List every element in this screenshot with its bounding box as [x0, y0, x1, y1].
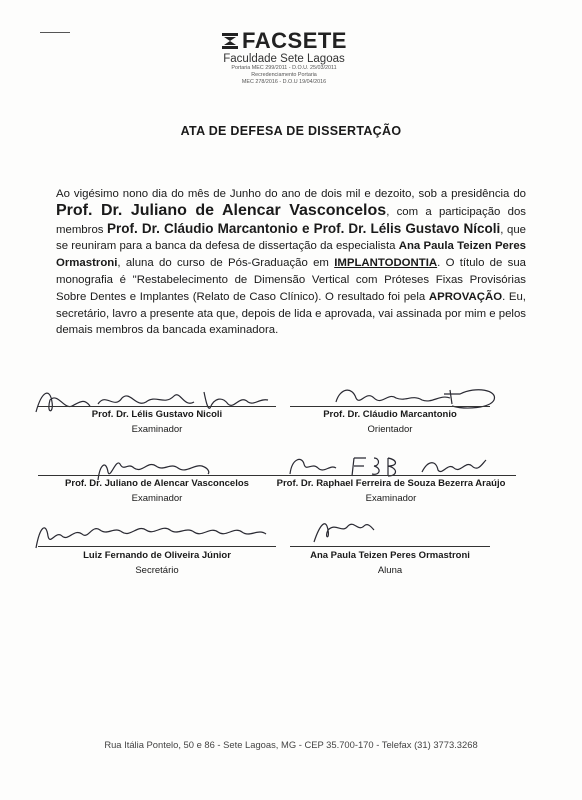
signature-line-juliano	[38, 475, 276, 476]
signature-line-raphael	[266, 475, 516, 476]
president-name: Prof. Dr. Juliano de Alencar Vasconcelos	[56, 201, 387, 219]
text-closing: . Eu, secretário, lavro a presente ata que, depois de lida e aprovada, vai assinada por mim e pelos demais membros da bancada examinadora.	[56, 290, 526, 337]
minutes-paragraph	[56, 186, 526, 339]
signatory-role: Examinador	[131, 424, 183, 435]
signature-line-luiz	[38, 546, 276, 547]
signatory-role: Examinador	[131, 493, 183, 504]
signatory-name: Prof. Dr. Juliano de Alencar Vasconcelos	[65, 478, 249, 489]
facsete-emblem-icon	[221, 32, 239, 50]
logo-subtitle: Faculdade Sete Lagoas	[223, 53, 345, 65]
logo-recredenciamento-line: Recredenciamento Portaria	[251, 72, 317, 78]
signature-line-claudio	[290, 406, 490, 407]
signature-ana-paula-scribble	[308, 512, 378, 546]
signatory-name: Prof. Dr. Raphael Ferreira de Souza Bezerra Araújo	[276, 478, 506, 489]
signatory-name: Luiz Fernando de Oliveira Júnior	[83, 550, 231, 561]
committee-members: Prof. Dr. Cláudio Marcantonio e Prof. Dr. Lélis Gustavo Nícoli	[107, 220, 501, 236]
signature-line-ana-paula	[290, 546, 490, 547]
candidate-name: Ana Paula Teizen Peres Ormastroni	[56, 240, 526, 270]
signatory-role: Examinador	[365, 493, 417, 504]
logo-portaria-line: Portaria MEC 299/2011 - D.O.U. 25/03/2011	[231, 65, 337, 71]
signatory-name: Prof. Dr. Cláudio Marcantonio	[323, 409, 457, 420]
text-meeting: , que se reuniram para a banca da defesa de dissertação da especialista	[56, 223, 526, 253]
document-title: ATA DE DEFESA DE DISSERTAÇÃO	[180, 124, 402, 138]
corner-mark	[40, 32, 70, 33]
logo-row	[214, 30, 354, 52]
text-course: , aluna do curso de Pós-Graduação em	[117, 257, 335, 270]
result-value: APROVAÇÃO	[428, 290, 503, 303]
signature-line-lelis	[38, 406, 276, 407]
signatory-name: Prof. Dr. Lélis Gustavo Nicoli	[91, 409, 223, 420]
signatory-name: Ana Paula Teizen Peres Ormastroni	[310, 550, 470, 561]
facsete-logo	[214, 30, 354, 86]
logo-name: FACSETE	[242, 28, 347, 53]
signatory-role: Orientador	[367, 424, 413, 435]
course-name: IMPLANTODONTIA	[334, 257, 438, 270]
signatory-role: Secretário	[135, 565, 179, 576]
text-intro: Ao vigésimo nono dia do mês de Junho do ano de dois mil e dezoito, sob a presidência do	[56, 188, 526, 200]
signature-raphael-scribble	[282, 448, 492, 482]
signatory-role: Aluna	[377, 565, 403, 576]
logo-mec-line: MEC 278/2016 - D.O.U 19/04/2016	[241, 79, 327, 85]
text-title: . O título de sua monografia é "Restabelecimento de Dimensão Vertical com Próteses Fixas Provisórias Sobre Dentes e Implantes (Relato de Caso Clínico). O resultado foi pela	[56, 257, 526, 303]
text-participation: , com a participação dos membros	[56, 205, 526, 236]
footer-address: Rua Itália Pontelo, 50 e 86 - Sete Lagoas, MG - CEP 35.700-170 - Telefax (31) 3773.3268	[104, 739, 478, 750]
